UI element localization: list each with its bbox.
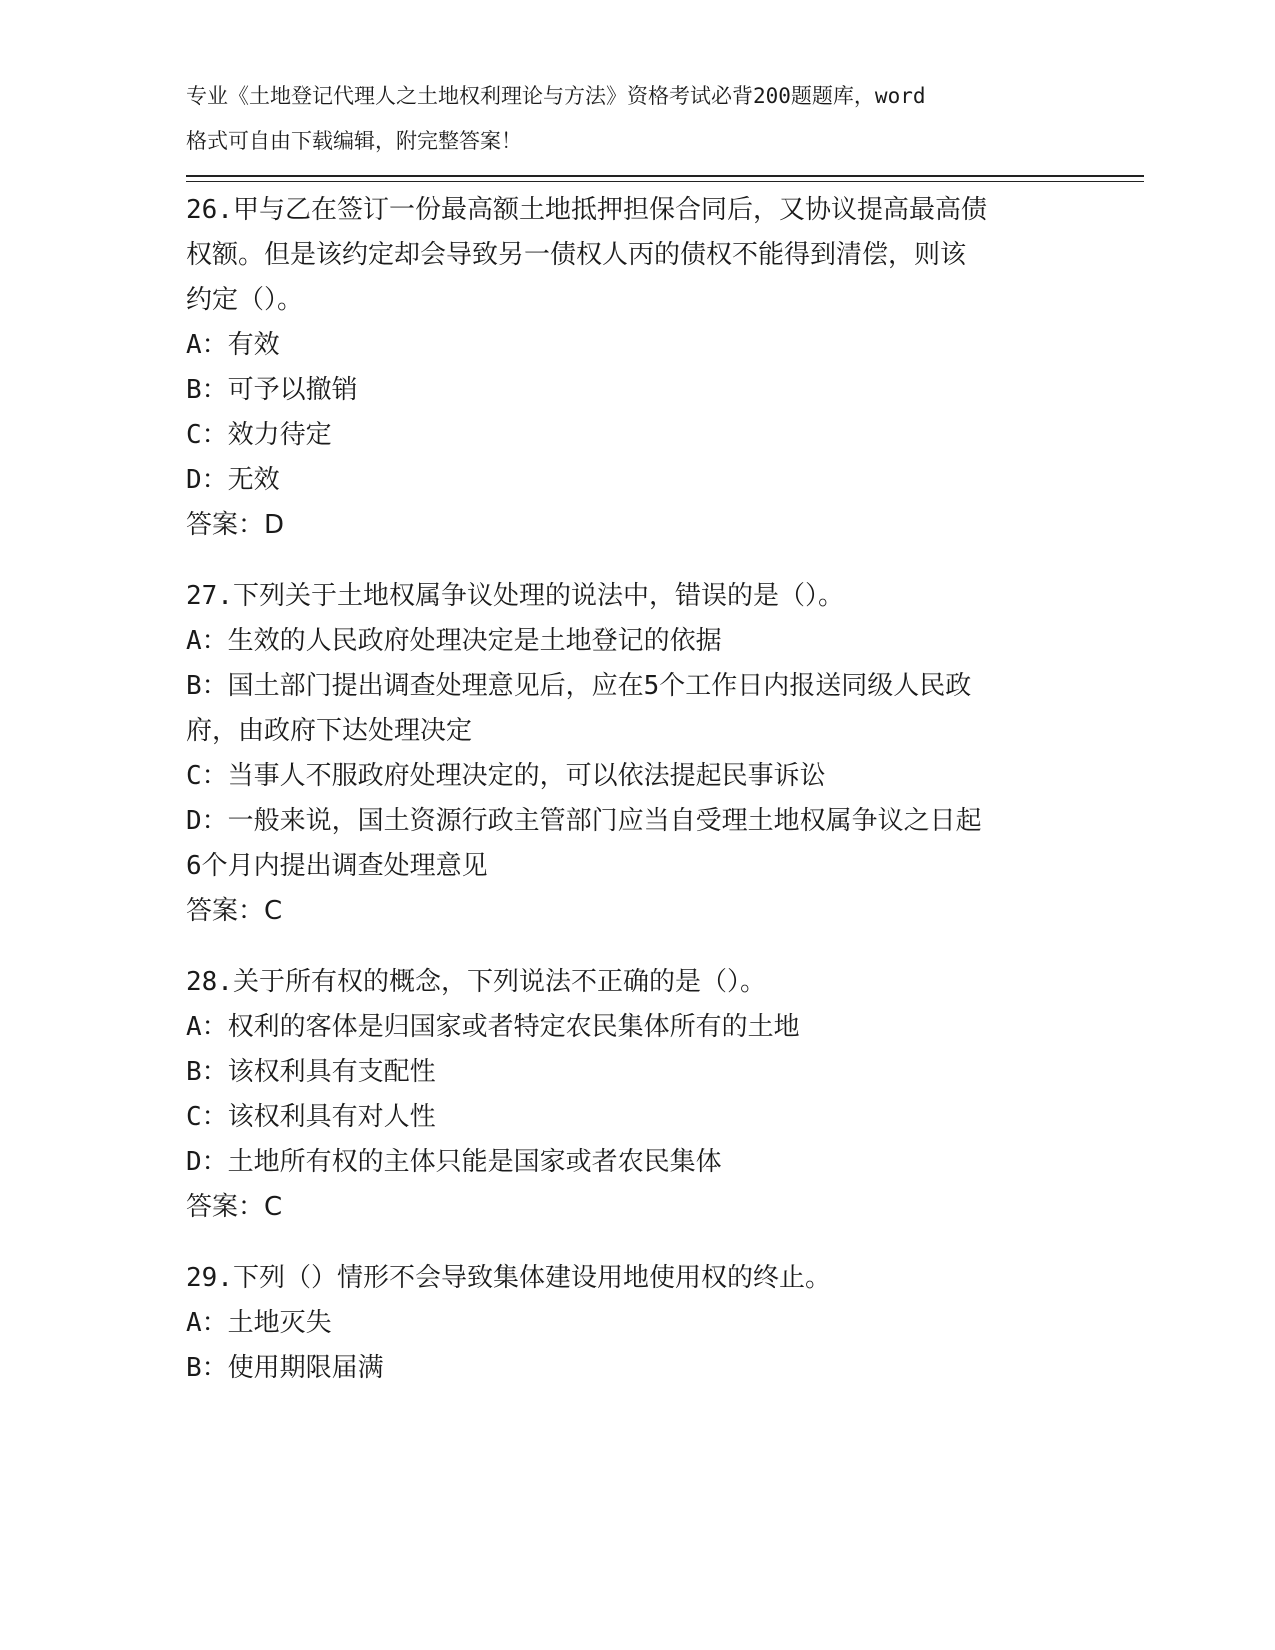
option-a: A：生效的人民政府处理决定是土地登记的依据: [186, 626, 722, 656]
option-d: D：一般来说，国土资源行政主管部门应当自受理土地权属争议之日起: [186, 806, 982, 836]
header-rule-thick: [186, 175, 1144, 177]
option-b: B：使用期限届满: [186, 1353, 384, 1383]
answer-line: 答案：C: [186, 1192, 283, 1222]
question-29: [186, 1256, 1086, 1391]
question-stem-line: 28.关于所有权的概念，下列说法不正确的是（）。: [186, 967, 766, 997]
question-26: [186, 188, 1086, 548]
option-d: D：土地所有权的主体只能是国家或者农民集体: [186, 1147, 722, 1177]
document-header: [186, 74, 1066, 164]
answer-line: 答案：D: [186, 510, 285, 540]
option-a: A：有效: [186, 330, 280, 360]
question-27: [186, 574, 1086, 934]
option-b: B：可予以撤销: [186, 375, 358, 405]
question-28: [186, 960, 1086, 1230]
question-list: [186, 188, 1086, 1417]
option-b: B：国土部门提出调查处理意见后，应在5个工作日内报送同级人民政: [186, 671, 972, 701]
option-a: A：土地灭失: [186, 1308, 332, 1338]
option-b-continued: 府，由政府下达处理决定: [186, 716, 473, 746]
option-d: D：无效: [186, 465, 280, 495]
option-c: C：该权利具有对人性: [186, 1102, 436, 1132]
question-stem-line: 26.甲与乙在签订一份最高额土地抵押担保合同后，又协议提高最高债: [186, 195, 987, 225]
option-d-continued: 6个月内提出调查处理意见: [186, 851, 488, 881]
option-c: C：效力待定: [186, 420, 332, 450]
option-b: B：该权利具有支配性: [186, 1057, 436, 1087]
question-stem-line: 29.下列（）情形不会导致集体建设用地使用权的终止。: [186, 1263, 831, 1293]
question-stem-line: 权额。但是该约定却会导致另一债权人丙的债权不能得到清偿，则该: [186, 240, 967, 270]
header-line: 专业《土地登记代理人之土地权利理论与方法》资格考试必背200题题库，word: [186, 84, 926, 108]
option-a: A：权利的客体是归国家或者特定农民集体所有的土地: [186, 1012, 800, 1042]
question-stem-line: 27.下列关于土地权属争议处理的说法中，错误的是（）。: [186, 581, 844, 611]
header-line: 格式可自由下载编辑，附完整答案！: [186, 129, 522, 153]
option-c: C：当事人不服政府处理决定的，可以依法提起民事诉讼: [186, 761, 826, 791]
answer-line: 答案：C: [186, 896, 283, 926]
header-rule-thin: [186, 181, 1144, 182]
question-stem-line: 约定（）。: [186, 285, 304, 315]
